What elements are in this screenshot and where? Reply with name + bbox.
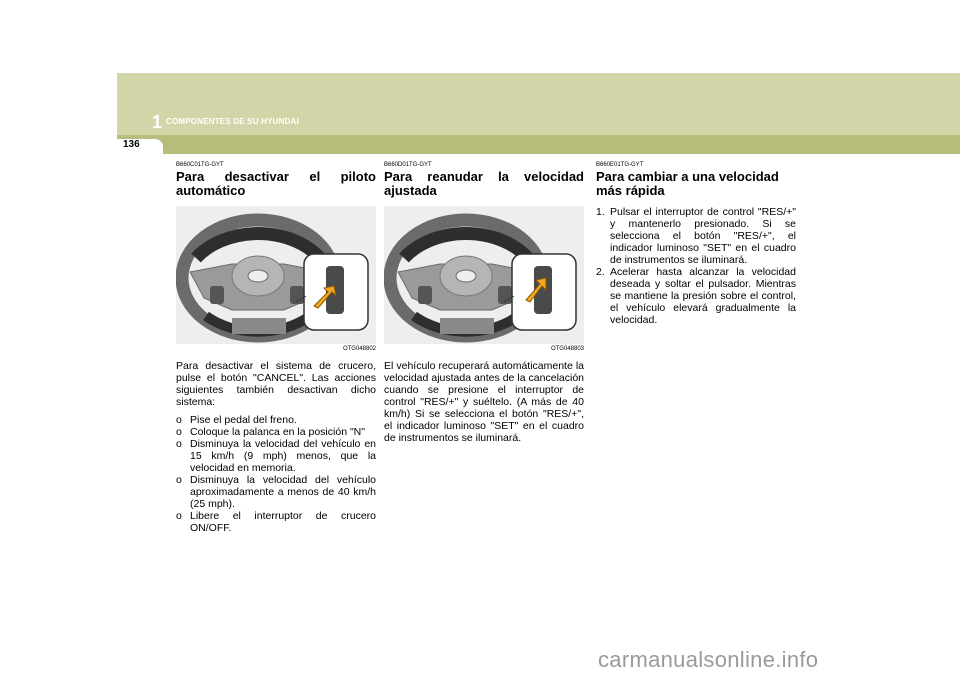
section-speed-up (596, 162, 796, 326)
chapter-title: COMPONENTES DE SU HYUNDAI (166, 117, 300, 126)
paragraph: El vehículo recuperará automáticamente la velocidad ajustada antes de la cancelación cuando se presione el interruptor de control "RES/+" y suéltelo. (A más de 40 km/h) Si se selecciona el botón "RES/+", el indicador luminoso "SET" en el cuadro de instrumentos se iluminará. (384, 360, 584, 444)
header-tab (117, 135, 960, 154)
steps-list (596, 206, 796, 326)
section-code: B660C01TG-GYT (176, 162, 224, 168)
paragraph: Para desactivar el sistema de crucero, pulse el botón "CANCEL". Las acciones siguientes también desactivan dicho sistema: (176, 360, 376, 408)
list-item-text: Coloque la palanca en la posición "N" (190, 426, 365, 438)
section-title: Para cambiar a una velocidad más rápida (596, 169, 779, 198)
bullet-list (176, 414, 376, 534)
watermark: carmanualsonline.info (598, 647, 819, 672)
list-item (596, 206, 796, 266)
list-item (176, 474, 376, 510)
section-deactivate (176, 162, 376, 534)
list-item-text: Disminuya la velocidad del vehículo en 15 km/h (9 mph) menos, que la velocidad en memoria. (190, 438, 376, 474)
list-item-text: Pise el pedal del freno. (190, 414, 297, 426)
step-text: Acelerar hasta alcanzar la velocidad deseada y soltar el pulsador. Mientras se mantiene la presión sobre el control, el vehículo elevará gradualmente la velocidad. (610, 266, 796, 326)
list-item-text: Libere el interruptor de crucero ON/OFF. (190, 510, 376, 534)
header-band (117, 73, 960, 139)
steering-wheel-icon (384, 206, 584, 344)
figure-code: OTG048803 (550, 346, 584, 352)
section-resume (384, 162, 584, 444)
section-code: B660D01TG-GYT (384, 162, 432, 168)
section-code: B660E01TG-GYT (596, 162, 644, 168)
step-number: 2. (596, 266, 605, 278)
steering-wheel-icon (176, 206, 376, 344)
list-item (176, 510, 376, 534)
list-item-text: Disminuya la velocidad del vehículo aproximadamente a menos de 40 km/h (25 mph). (190, 474, 376, 510)
list-item (596, 266, 796, 326)
section-title: Para desactivar el piloto automático (176, 169, 376, 198)
bullet-marker: o (176, 438, 182, 450)
bullet-marker: o (176, 474, 182, 486)
chapter-number: 1 (152, 112, 163, 132)
list-item (176, 414, 376, 426)
page-number: 136 (123, 139, 140, 150)
steering-wheel-figure (384, 206, 584, 344)
step-number: 1. (596, 206, 605, 218)
list-item (176, 438, 376, 474)
bullet-marker: o (176, 510, 182, 522)
list-item (176, 426, 376, 438)
figure-code: OTG048802 (342, 346, 376, 352)
section-title: Para reanudar la velocidad ajustada (384, 169, 584, 198)
steering-wheel-figure (176, 206, 376, 344)
bullet-marker: o (176, 426, 182, 438)
step-text: Pulsar el interruptor de control "RES/+" y mantenerlo presionado. Si se selecciona el botón "RES/+", el indicador luminoso "SET" en el cuadro de instrumentos se iluminará. (610, 206, 796, 266)
bullet-marker: o (176, 414, 182, 426)
